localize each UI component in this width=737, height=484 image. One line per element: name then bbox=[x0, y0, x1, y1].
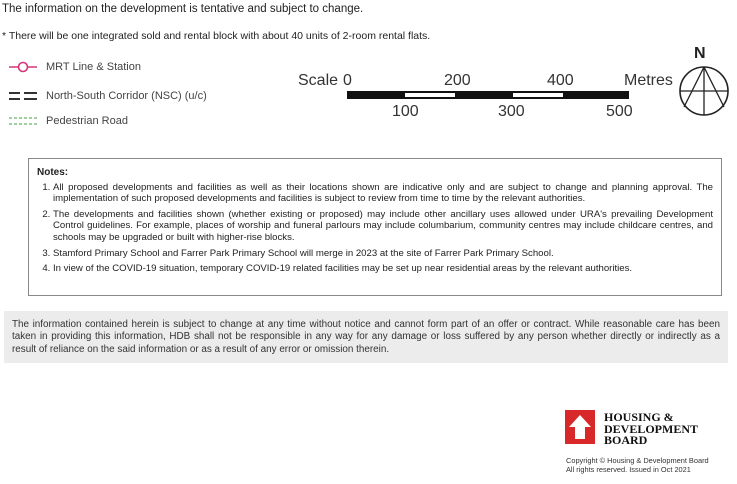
legend-item-nsc bbox=[6, 89, 207, 103]
hdb-logo-icon bbox=[565, 410, 595, 444]
rights-text: All rights reserved. Issued in Oct 2021 bbox=[566, 465, 691, 474]
scale-bar bbox=[347, 91, 633, 101]
mrt-line-station-icon bbox=[6, 60, 40, 74]
legend-item-pedestrian bbox=[6, 114, 128, 128]
notes-list bbox=[37, 182, 713, 275]
scale-tick-400: 400 bbox=[547, 72, 574, 89]
note-item: 3. Stamford Primary School and Farrer Park Primary School will merge in 2023 at the site of Farrer Park Primary School. bbox=[53, 248, 713, 260]
copyright-block bbox=[566, 456, 709, 474]
disclaimer: The information contained herein is subject to change at any time without notice and cannot form part of an offer or contract. While reasonable care has been taken in providing this information, HDB shall not be responsible in any way for any damage or loss suffered by any person whether directly or indirectly as a result of reliance on the said information or as a result of any error or omission therein. bbox=[4, 311, 728, 363]
note-item: 2. The developments and facilities shown (whether existing or proposed) may include other ancillary uses allowed under URA's prevailing Development Control guidelines. For example, places of worship and funeral parlours may include columbarium, community centres may include childcare centres, and schools may be upgraded or built with higher-rise blocks. bbox=[53, 209, 713, 244]
nsc-double-line-icon bbox=[6, 89, 40, 103]
org-name-line2: DEVELOPMENT bbox=[604, 421, 699, 436]
legend-item-mrt bbox=[6, 60, 141, 74]
scale-label: Scale bbox=[298, 72, 339, 89]
scale-tick-200: 200 bbox=[444, 72, 471, 89]
tentative-notice: The information on the development is tentative and subject to change. bbox=[2, 3, 364, 15]
scale-tick-500: 500 bbox=[606, 103, 633, 120]
north-arrow-icon bbox=[678, 63, 730, 119]
scale-tick-0: 0 bbox=[343, 72, 352, 89]
notes-title: Notes: bbox=[37, 167, 69, 178]
scale-tick-100: 100 bbox=[392, 103, 419, 120]
copyright-text: Copyright © Housing & Development Board bbox=[566, 456, 709, 465]
legend-label-mrt: MRT Line & Station bbox=[46, 61, 141, 73]
hdb-wordmark bbox=[604, 412, 698, 447]
note-item: 4. In view of the COVID-19 situation, temporary COVID-19 related facilities may be set up near residential areas by the relevant authorities. bbox=[53, 263, 713, 275]
rental-note: * There will be one integrated sold and rental block with about 40 units of 2-room rental flats. bbox=[2, 30, 431, 42]
legend-label-pedestrian: Pedestrian Road bbox=[46, 115, 128, 127]
pedestrian-road-icon bbox=[6, 114, 40, 128]
org-name-line1: HOUSING & bbox=[604, 410, 674, 424]
north-label: N bbox=[694, 45, 706, 62]
scale-tick-300: 300 bbox=[498, 103, 525, 120]
legend-label-nsc: North-South Corridor (NSC) (u/c) bbox=[46, 90, 207, 102]
org-name-line3: BOARD bbox=[604, 433, 648, 447]
note-item: 1. All proposed developments and facilities as well as their locations shown are indicative only and are subject to change and planning approval. The implementation of such proposed developments and facilities is subject to review from time to time by the relevant authorities. bbox=[53, 182, 713, 205]
notes-box bbox=[28, 158, 722, 296]
scale-unit: Metres bbox=[624, 72, 673, 89]
